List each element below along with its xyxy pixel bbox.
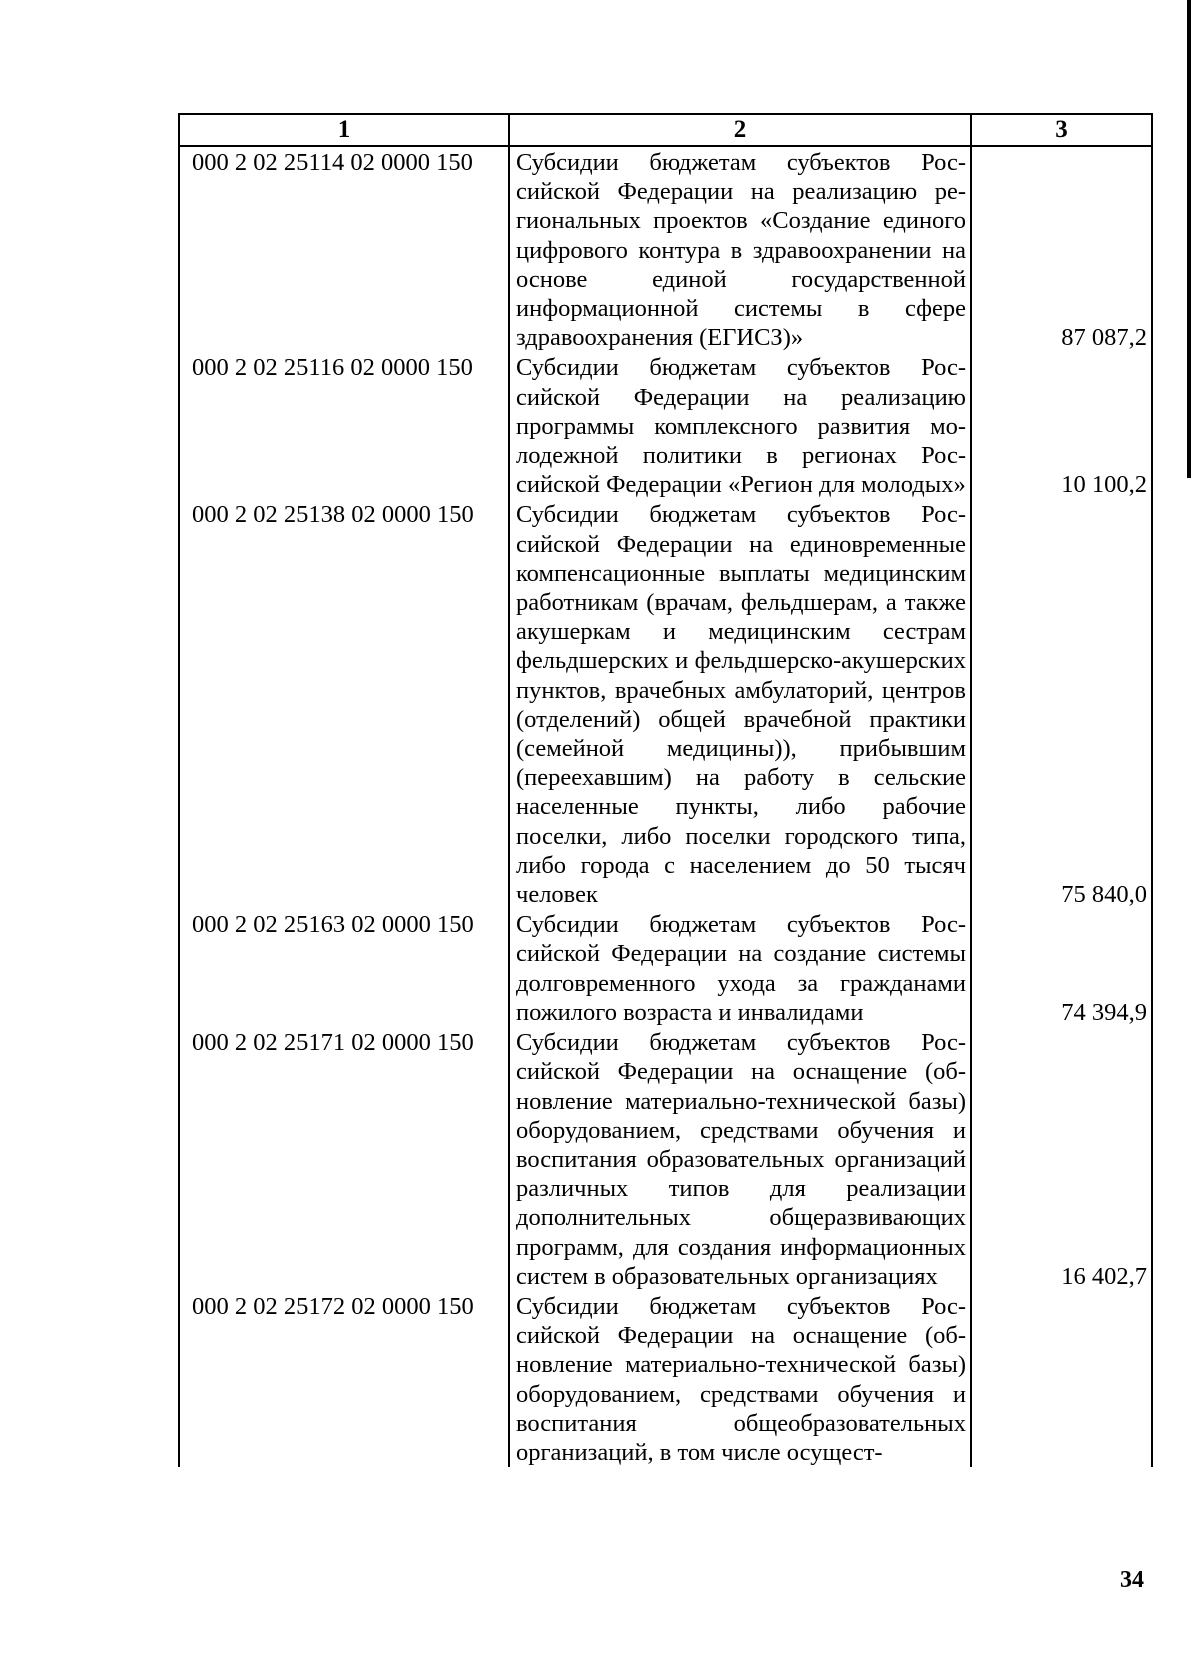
budget-amount bbox=[971, 1291, 1152, 1467]
table-body bbox=[179, 146, 1152, 1467]
table-row bbox=[179, 146, 1152, 352]
budget-amount: 87 087,2 bbox=[971, 146, 1152, 352]
budget-code: 000 2 02 25138 02 0000 150 bbox=[179, 499, 509, 909]
budget-amount: 16 402,7 bbox=[971, 1027, 1152, 1291]
description-text: Субсидии бюджетам субъектов Российской Федерации на реализацию региональных проектов «Создание единого цифрового контура в здравоохранении на основе единой государственной информационной системы в сфере здравоохранения (ЕГИСЗ)» bbox=[516, 149, 966, 352]
budget-code: 000 2 02 25172 02 0000 150 bbox=[179, 1291, 509, 1467]
budget-description bbox=[509, 499, 971, 909]
budget-table bbox=[178, 113, 1153, 1467]
description-text: Субсидии бюджетам субъектов Российской Федерации на оснащение (обновление материально-технической базы) оборудованием, средствами обучения и воспитания образовательных организаций различных типов для реализации дополнительных общеразвивающих программ, для создания информационных систем в образовательных организациях bbox=[516, 1029, 966, 1290]
description-text: Субсидии бюджетам субъектов Российской Федерации на реализацию программы комплексного развития молодежной политики в регионах Российской Федерации «Регион для молодых» bbox=[516, 354, 966, 499]
table-row bbox=[179, 1027, 1152, 1291]
table-row bbox=[179, 909, 1152, 1027]
page-number: 34 bbox=[1120, 1567, 1144, 1593]
margin-rule bbox=[1187, 0, 1191, 478]
budget-description bbox=[509, 352, 971, 499]
header-row bbox=[179, 114, 1152, 146]
budget-description bbox=[509, 1291, 971, 1467]
budget-code: 000 2 02 25163 02 0000 150 bbox=[179, 909, 509, 1027]
table-row bbox=[179, 352, 1152, 499]
description-text: Субсидии бюджетам субъектов Российской Федерации на создание системы долговременного ухода за гражданами пожилого возраста и инвалидами bbox=[516, 911, 966, 1026]
header-col-2: 2 bbox=[509, 114, 971, 146]
budget-amount: 74 394,9 bbox=[971, 909, 1152, 1027]
budget-amount: 75 840,0 bbox=[971, 499, 1152, 909]
document-page bbox=[178, 113, 1151, 1467]
description-text: Субсидии бюджетам субъектов Российской Федерации на оснащение (обновление материально-технической базы) оборудованием, средствами обучения и воспитания общеобразовательных организаций, в том числе осущест- bbox=[516, 1292, 966, 1466]
budget-amount: 10 100,2 bbox=[971, 352, 1152, 499]
header-col-3: 3 bbox=[971, 114, 1152, 146]
budget-code: 000 2 02 25114 02 0000 150 bbox=[179, 146, 509, 352]
header-col-1: 1 bbox=[179, 114, 509, 146]
budget-code: 000 2 02 25171 02 0000 150 bbox=[179, 1027, 509, 1291]
table-row bbox=[179, 499, 1152, 909]
budget-description bbox=[509, 909, 971, 1027]
table-header bbox=[179, 114, 1152, 146]
budget-description bbox=[509, 146, 971, 352]
budget-description bbox=[509, 1027, 971, 1291]
table-row bbox=[179, 1291, 1152, 1467]
description-text: Субсидии бюджетам субъектов Российской Федерации на единовременные компенсационные выплаты медицинским работникам (врачам, фельдшерам, а также акушеркам и медицинским сестрам фельдшерских и фельдшерско-акушерских пунктов, врачебных амбулаторий, центров (отделений) общей врачебной практики (семейной медицины)), прибывшим (переехавшим) на работу в сельские населенные пункты, либо рабочие поселки, либо поселки городского типа, либо города с населением до 50 тысяч человек bbox=[516, 501, 966, 909]
budget-code: 000 2 02 25116 02 0000 150 bbox=[179, 352, 509, 499]
